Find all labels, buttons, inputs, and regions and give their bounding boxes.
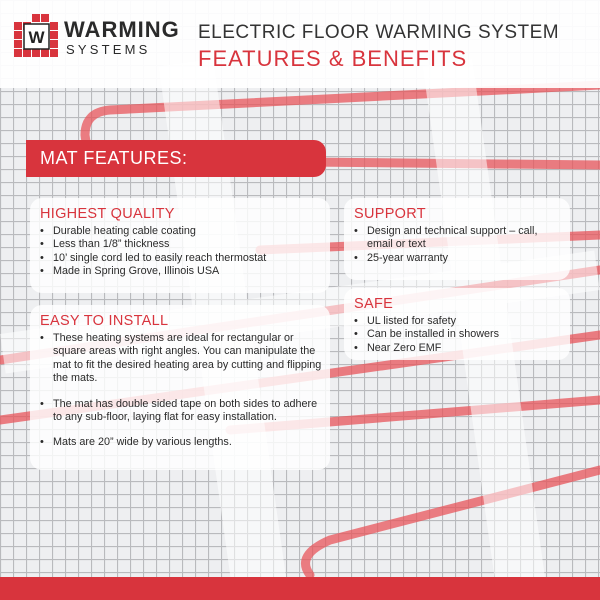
list-item: • 25-year warranty [354,252,560,265]
list-item: • 10’ single cord led to easily reach thermostat [40,252,330,265]
section-heading: SUPPORT [354,206,426,222]
svg-text:W: W [28,28,45,47]
footer-bar [0,577,600,600]
section-heading: SAFE [354,296,394,312]
header [0,0,600,88]
highest-quality-list [40,225,330,279]
easy-to-install-card [30,305,330,470]
mat-features-banner [26,140,326,177]
section-heading: EASY TO INSTALL [40,313,169,329]
safe-card [344,288,570,360]
logo-text-systems: SYSTEMS [66,42,151,57]
list-item: • Durable heating cable coating [40,225,330,238]
list-item: • Can be installed in showers [354,328,560,341]
section-heading: HIGHEST QUALITY [40,206,175,222]
support-card [344,198,570,280]
safe-list [354,315,560,355]
list-item: • Less than 1/8” thickness [40,238,330,251]
logo-text-warming: WARMING [64,17,180,42]
page-subtitle: FEATURES & BENEFITS [198,46,468,71]
list-item: • These heating systems are ideal for rectangular or square areas with right angles. You can manipulate the mat to fit the desired heating area by cutting and flipping the mats. [40,332,322,386]
list-item: • The mat has double sided tape on both sides to adhere to any sub-floor, laying flat for easy installation. [40,398,322,425]
list-item: • UL listed for safety [354,315,560,328]
warming-systems-logo-icon [14,14,60,60]
page-title: ELECTRIC FLOOR WARMING SYSTEM [198,22,560,43]
list-item: • Mats are 20” wide by various lengths. [40,436,322,449]
list-item: • Made in Spring Grove, Illinois USA [40,265,330,278]
easy-to-install-list [40,332,322,450]
highest-quality-card [30,198,330,293]
list-item: • Near Zero EMF [354,342,560,355]
list-item: • Design and technical support – call, email or text [354,225,560,252]
support-list [354,225,560,265]
mat-features-label: MAT FEATURES: [40,148,188,168]
